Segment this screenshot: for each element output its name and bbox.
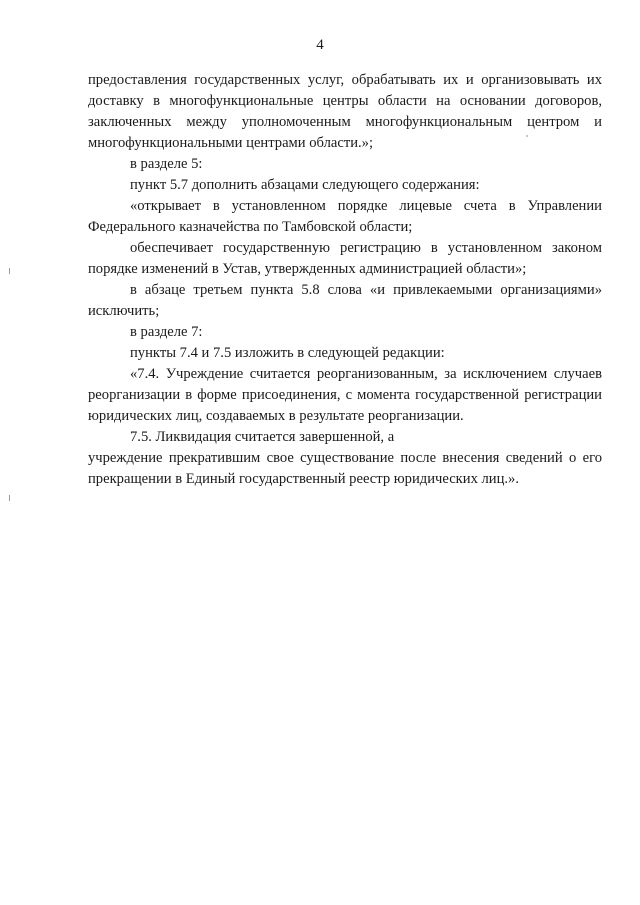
paragraph-item-7-5-continuation: учреждение прекратившим свое существование после внесения сведений о его прекращении в Единый государственный реестр юридических лиц.». [88,450,602,487]
paragraph-items-7-4-7-5: пункты 7.4 и 7.5 изложить в следующей редакции: [130,345,445,361]
page-number: 4 [316,37,324,53]
paragraph-section-7: в разделе 7: [130,324,203,340]
paragraph-item-7-4: «7.4. Учреждение считается реорганизованным, за исключением случаев реорганизации в форме присоединения, с момента государственной регистрации юридических лиц, создаваемых в результате реорганизации. [88,366,602,424]
paragraph-item-5-7: пункт 5.7 дополнить абзацами следующего содержания: [130,177,480,193]
paragraph-accounts: «открывает в установленном порядке лицевые счета в Управлении Федерального казначейства по Тамбовской области; [88,198,602,235]
paragraph-registration: обеспечивает государственную регистрацию в установленном законом порядке изменений в Устав, утвержденных администрацией области»; [88,240,602,277]
margin-mark [9,495,10,501]
paragraph-item-5-8: в абзаце третьем пункта 5.8 слова «и привлекаемыми организациями» исключить; [88,282,602,319]
paragraph-item-7-5: 7.5. Ликвидация считается завершенной, а [130,429,395,445]
paragraph-section-5: в разделе 5: [130,156,203,172]
margin-mark [9,268,10,274]
paragraph-continuation: предоставления государственных услуг, обрабатывать их и организовывать их доставку в многофункциональные центры области на основании договоров, заключенных между уполномоченным многофункциональным центром и многофункциональными центрами области.»; [88,72,602,151]
document-body [88,70,602,490]
